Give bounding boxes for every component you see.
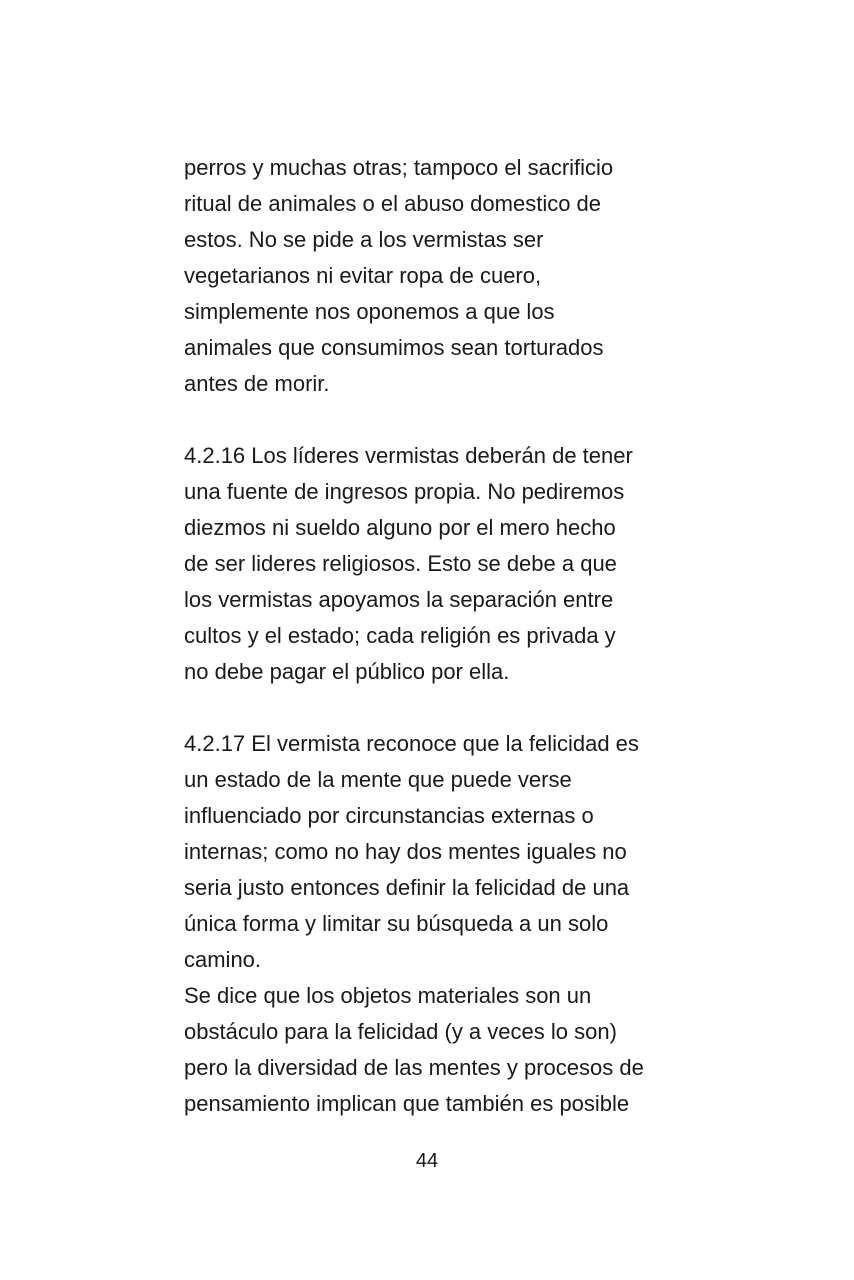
paragraph-4-line-2: obstáculo para la felicidad (y a veces lo son) (184, 1019, 617, 1044)
paragraph-4-line-1: Se dice que los objetos materiales son un (184, 983, 592, 1008)
paragraph-4-2-17-line-4: internas; como no hay dos mentes iguales no (184, 839, 627, 864)
paragraph-4-2-17-line-3: influenciado por circunstancias externas o (184, 803, 594, 828)
paragraph-4-2-17-line-6: única forma y limitar su búsqueda a un solo (184, 911, 609, 936)
page-number: 44 (415, 1150, 439, 1172)
paragraph-1-line-5: simplemente nos oponemos a que los (184, 299, 555, 324)
paragraph-4-2-17-line-1: 4.2.17 El vermista reconoce que la felicidad es (184, 731, 639, 756)
paragraph-4-2-16-line-5: los vermistas apoyamos la separación entre (184, 587, 614, 612)
paragraph-1-line-7: antes de morir. (184, 371, 330, 396)
body-text (184, 150, 684, 1122)
paragraph-1-line-4: vegetarianos ni evitar ropa de cuero, (184, 263, 542, 288)
paragraph-4-2-16-line-2: una fuente de ingresos propia. No pediremos (184, 479, 625, 504)
paragraph-4-2-17-line-2: un estado de la mente que puede verse (184, 767, 572, 792)
paragraph-4-line-4: pensamiento implican que también es posible (184, 1091, 630, 1116)
paragraph-4-line-3: pero la diversidad de las mentes y procesos de (184, 1055, 644, 1080)
paragraph-4-2-16-line-6: cultos y el estado; cada religión es privada y (184, 623, 616, 648)
paragraph-1-line-1: perros y muchas otras; tampoco el sacrificio (184, 155, 614, 180)
paragraph-spacer (184, 402, 684, 438)
paragraph-4-2-16-line-4: de ser lideres religiosos. Esto se debe a que (184, 551, 617, 576)
paragraph-4-2-16-line-7: no debe pagar el público por ella. (184, 659, 510, 684)
paragraph-4-2-16-line-3: diezmos ni sueldo alguno por el mero hecho (184, 515, 616, 540)
paragraph-4-2-17-line-7: camino. (184, 947, 262, 972)
paragraph-4-2-17-line-5: seria justo entonces definir la felicidad de una (184, 875, 630, 900)
paragraph-1-line-2: ritual de animales o el abuso domestico de (184, 191, 602, 216)
paragraph-1-line-6: animales que consumimos sean torturados (184, 335, 604, 360)
paragraph-spacer (184, 690, 684, 726)
paragraph-4-2-16-line-1: 4.2.16 Los líderes vermistas deberán de tener (184, 443, 633, 468)
paragraph-1-line-3: estos. No se pide a los vermistas ser (184, 227, 544, 252)
